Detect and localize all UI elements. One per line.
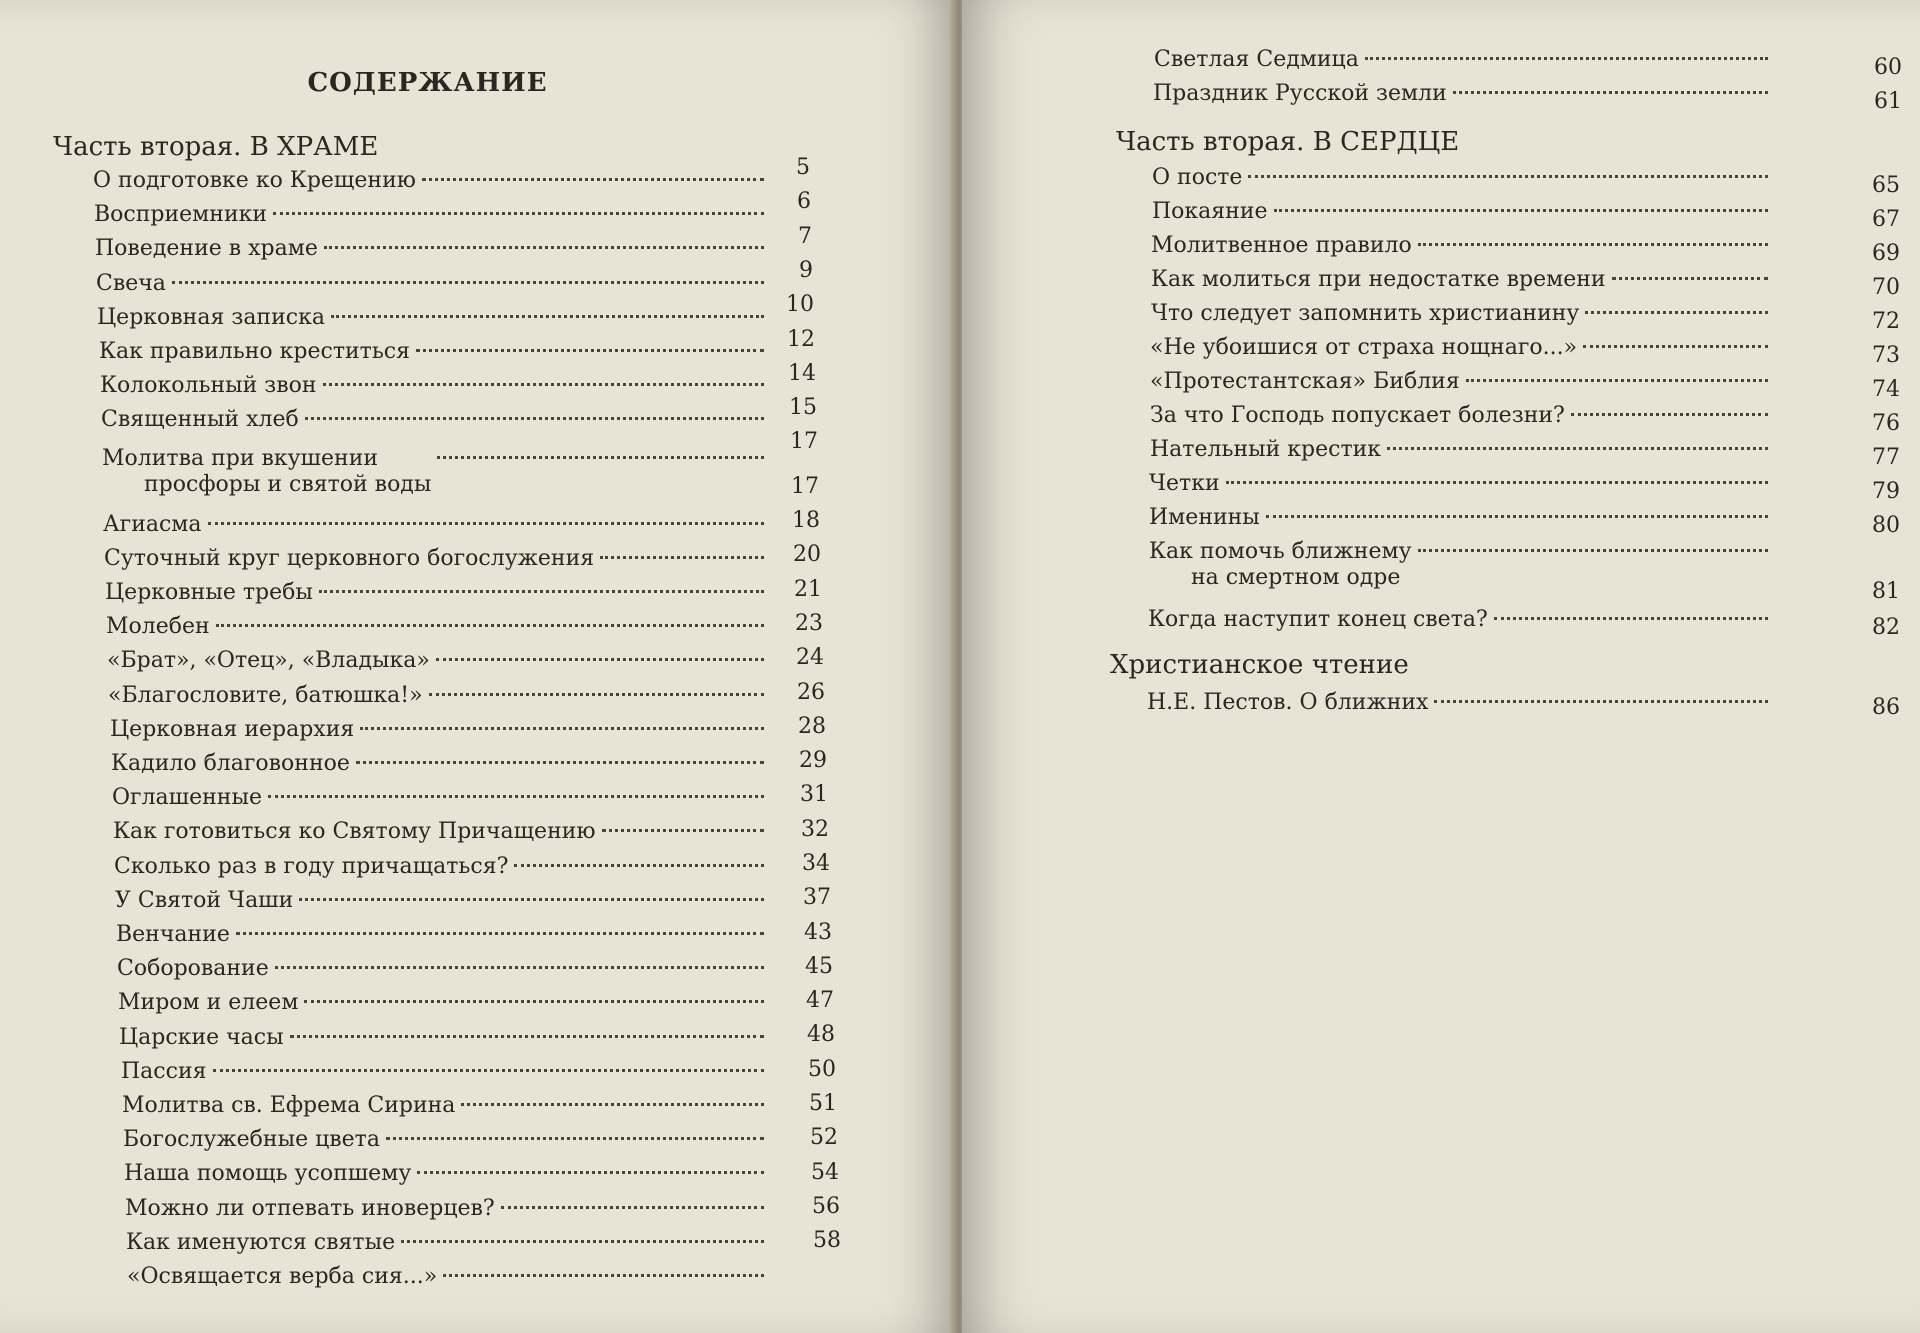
toc-entry-page: 58 (813, 1228, 841, 1253)
toc-entry-page: 29 (799, 748, 827, 773)
toc-entry-page: 17 (790, 429, 818, 454)
toc-entry-title: Царские часы (119, 1024, 284, 1050)
dot-leader (1466, 379, 1768, 382)
toc-entry (1154, 47, 1774, 73)
toc-entry (111, 751, 770, 777)
toc-entry (113, 819, 770, 845)
dot-leader (1248, 175, 1768, 178)
toc-entry (94, 202, 770, 228)
toc-entry (1150, 369, 1774, 395)
dot-leader (299, 898, 764, 901)
toc-entry (123, 1127, 770, 1153)
dot-leader (1612, 277, 1768, 280)
dot-leader (1585, 311, 1768, 314)
toc-entry-page: 52 (810, 1125, 838, 1150)
toc-entry-title: «Благословите, батюшка!» (108, 682, 423, 708)
dot-leader (1494, 617, 1768, 620)
dot-leader (1418, 549, 1768, 552)
toc-entry-page: 14 (788, 361, 816, 386)
toc-entry-title: Богослужебные цвета (123, 1127, 380, 1153)
toc-entry (102, 446, 770, 498)
toc-entry (1150, 403, 1774, 429)
toc-entry-title: Что следует запомнить христианину (1151, 301, 1580, 326)
toc-entry-title: Наша помощь усопшему (124, 1161, 412, 1187)
toc-entry-title: Н.Е. Пестов. О ближних (1147, 690, 1429, 715)
toc-entry-title: Свеча (96, 270, 166, 296)
dot-leader (443, 1274, 764, 1277)
toc-entry-page: 80 (1872, 513, 1900, 538)
toc-entry-page: 74 (1872, 377, 1900, 402)
toc-entry-page: 26 (797, 680, 825, 705)
toc-entry (100, 373, 770, 399)
toc-entry-page: 54 (811, 1160, 839, 1185)
toc-entry-page: 10 (786, 292, 814, 317)
dot-leader (331, 315, 764, 318)
toc-entry (124, 1161, 770, 1187)
toc-entry-title: Восприемники (94, 202, 268, 228)
dot-leader (208, 522, 764, 525)
toc-entry (93, 168, 770, 194)
dot-leader (1453, 91, 1768, 94)
dot-leader (436, 658, 764, 661)
toc-entry-title: Церковные требы (105, 580, 313, 605)
dot-leader (1387, 447, 1768, 450)
dot-leader (429, 693, 764, 696)
toc-entry-title: Покаяние (1152, 199, 1268, 224)
toc-entry-title: Кадило благовонное (111, 751, 350, 776)
toc-entry-page: 7 (798, 224, 812, 249)
toc-entry-page: 61 (1874, 89, 1902, 114)
toc-entry (96, 271, 770, 297)
dot-leader (1365, 57, 1768, 60)
dot-leader (305, 417, 764, 420)
toc-entry-page: 65 (1872, 173, 1900, 198)
toc-entry-page: 24 (796, 645, 824, 670)
toc-entry (99, 339, 770, 365)
toc-entry-page: 76 (1872, 411, 1900, 436)
dot-leader (461, 1103, 764, 1106)
dot-leader (1571, 413, 1768, 416)
toc-entry-page: 18 (792, 508, 820, 533)
toc-entry-title: Как правильно креститься (99, 339, 411, 364)
dot-leader (268, 795, 764, 798)
toc-entry-title: Можно ли отпевать иноверцев? (125, 1195, 495, 1221)
toc-entry-title: Священный хлеб (101, 407, 299, 433)
dot-leader (1583, 345, 1768, 348)
toc-entry-title: «Освящается верба сия...» (127, 1264, 438, 1289)
toc-entry-title: За что Господь попускает болезни? (1150, 403, 1565, 428)
toc-entry-title: Светлая Седмица (1154, 47, 1359, 72)
dot-leader (1226, 481, 1768, 484)
toc-entry-title: Когда наступит конец света? (1148, 607, 1488, 632)
toc-entry (1149, 539, 1774, 591)
toc-entry-title-line2: просфоры и святой воды (144, 471, 432, 497)
toc-entry-page: 86 (1872, 695, 1900, 720)
toc-entry-title: Колокольный звон (100, 373, 317, 399)
toc-entry-title: Оглашенные (112, 785, 262, 811)
toc-entry (105, 580, 770, 606)
toc-entry (127, 1264, 770, 1290)
toc-entry-title: Как готовиться ко Святому Причащению (113, 819, 596, 845)
toc-entry-page: 20 (793, 542, 821, 567)
section-heading-v-serdce: Часть вторая. В СЕРДЦЕ (1116, 127, 1460, 157)
toc-entry-title: Именины (1149, 505, 1260, 530)
dot-leader (600, 556, 764, 559)
toc-entry-page: 70 (1872, 275, 1900, 300)
section-heading-chtenie: Христианское чтение (1110, 650, 1409, 680)
toc-entry (1152, 165, 1774, 191)
toc-entry-page: 5 (796, 155, 810, 180)
toc-entry-page: 28 (798, 714, 826, 739)
toc-entry (126, 1230, 770, 1256)
toc-entry-page: 69 (1872, 241, 1900, 266)
toc-entry-title: Сколько раз в году причащаться? (114, 853, 509, 879)
toc-entry-page: 17 (791, 474, 819, 499)
toc-entry-page: 15 (789, 395, 817, 420)
dot-leader (273, 212, 764, 215)
toc-entry-page: 77 (1872, 445, 1900, 470)
toc-entry-title: Четки (1149, 471, 1220, 496)
toc-entry-title: Суточный круг церковного богослужения (104, 545, 595, 571)
toc-entry (115, 888, 770, 914)
toc-entry-title: У Святой Чаши (115, 887, 294, 913)
toc-entry-page: 51 (809, 1091, 837, 1116)
dot-leader (304, 1000, 764, 1003)
toc-entry-title: «Не убоишися от страха нощнаго...» (1150, 335, 1578, 360)
toc-entry (101, 407, 770, 433)
toc-entry (114, 854, 770, 880)
toc-entry (1149, 471, 1774, 497)
toc-entry-title: Церковная записка (97, 304, 325, 330)
toc-entry-page: 32 (801, 817, 829, 842)
toc-entry-title: Поведение в храме (95, 236, 318, 262)
toc-entry (1149, 505, 1774, 531)
toc-entry-page: 48 (807, 1022, 835, 1047)
toc-entry (118, 990, 770, 1016)
toc-entry-page: 60 (1874, 55, 1902, 80)
toc-entry-title: О посте (1152, 165, 1243, 190)
toc-entry (104, 546, 770, 572)
toc-entry (108, 683, 770, 709)
section-heading-v-hrame: Часть вторая. В ХРАМЕ (53, 132, 379, 162)
toc-entry-title: Агиасма (103, 511, 202, 537)
toc-entry (107, 648, 770, 674)
toc-entry-page: 45 (805, 954, 833, 979)
toc-entry (112, 785, 770, 811)
toc-entry-title: Пассия (121, 1058, 207, 1084)
toc-entry (1153, 81, 1774, 107)
toc-entry-title: Миром и елеем (118, 990, 299, 1016)
toc-entry-page: 31 (800, 782, 828, 807)
dot-leader (236, 932, 764, 935)
dot-leader (275, 966, 764, 969)
toc-entry (1147, 690, 1774, 716)
toc-entry-page: 43 (804, 920, 832, 945)
toc-entry-title: «Протестантская» Библия (1150, 369, 1460, 394)
toc-entry-page: 12 (787, 327, 815, 352)
toc-entry-page: 82 (1872, 615, 1900, 640)
dot-leader (501, 1206, 764, 1209)
toc-entry (1150, 335, 1774, 361)
toc-entry-page: 23 (795, 611, 823, 636)
toc-entry-title: Как именуются святые (126, 1229, 396, 1255)
toc-entry-title (102, 446, 431, 498)
toc-entry (122, 1093, 770, 1119)
right-page (962, 0, 1920, 1333)
toc-entry-page: 81 (1872, 579, 1900, 604)
toc-entry-title: Венчание (116, 922, 230, 947)
dot-leader (360, 727, 764, 730)
toc-entry-title: Соборование (117, 956, 269, 982)
toc-entry-title: Церковная иерархия (110, 716, 355, 742)
dot-leader (514, 864, 764, 867)
dot-leader (417, 1171, 764, 1174)
dot-leader (323, 383, 764, 386)
toc-entry (103, 512, 770, 538)
toc-entry-page: 79 (1872, 479, 1900, 504)
toc-entry-page: 73 (1872, 343, 1900, 368)
left-page (0, 0, 955, 1333)
toc-entry-page: 9 (799, 258, 813, 283)
toc-entry-title (1149, 539, 1412, 591)
toc-entry (110, 717, 770, 743)
toc-entry-title: О подготовке ко Крещению (93, 168, 416, 193)
toc-entry-page: 37 (803, 885, 831, 910)
dot-leader (1434, 700, 1768, 703)
toc-entry (1150, 437, 1774, 463)
toc-entry (121, 1059, 770, 1085)
toc-entry (95, 236, 770, 262)
toc-entry-title: «Брат», «Отец», «Владыка» (107, 648, 430, 674)
dot-leader (1274, 209, 1768, 212)
dot-leader (437, 456, 764, 459)
dot-leader (416, 349, 764, 352)
toc-entry-page: 47 (806, 988, 834, 1013)
dot-leader (216, 624, 764, 627)
toc-entry-title: Молебен (106, 614, 210, 640)
toc-entry (1148, 607, 1774, 633)
dot-leader (401, 1240, 764, 1243)
toc-entry-title-line1: Молитва при вкушении (102, 445, 379, 471)
dot-leader (1418, 243, 1768, 246)
toc-entry (119, 1025, 770, 1051)
toc-entry (106, 614, 770, 640)
dot-leader (319, 590, 764, 593)
contents-title: СОДЕРЖАНИЕ (307, 68, 548, 98)
toc-entry-page: 21 (794, 577, 822, 602)
dot-leader (290, 1035, 764, 1038)
toc-entry-page: 34 (802, 851, 830, 876)
toc-entry-title-line1: Как помочь ближнему (1149, 539, 1412, 564)
toc-entry-title: Как молиться при недостатке времени (1151, 267, 1606, 292)
toc-entry-page: 67 (1872, 207, 1900, 232)
toc-entry (1151, 301, 1774, 327)
dot-leader (356, 761, 764, 764)
toc-entry-page: 72 (1872, 309, 1900, 334)
toc-entry (117, 956, 770, 982)
dot-leader (386, 1137, 764, 1140)
toc-entry (125, 1196, 770, 1222)
toc-entry (1151, 267, 1774, 293)
toc-entry-title: Молитва св. Ефрема Сирина (122, 1093, 456, 1118)
toc-entry-title: Нательный крестик (1150, 437, 1382, 462)
dot-leader (172, 281, 764, 284)
toc-entry-page: 50 (808, 1057, 836, 1082)
toc-entry (1151, 233, 1774, 259)
toc-entry-title: Молитвенное правило (1151, 233, 1412, 258)
toc-entry-page: 6 (797, 189, 811, 214)
toc-entry-page: 56 (812, 1194, 840, 1219)
dot-leader (422, 178, 764, 181)
toc-entry (97, 305, 770, 331)
toc-entry-title-line2: на смертном одре (1191, 565, 1401, 590)
toc-entry (116, 922, 770, 948)
dot-leader (213, 1069, 765, 1072)
dot-leader (1266, 515, 1768, 518)
dot-leader (602, 829, 764, 832)
toc-entry (1152, 199, 1774, 225)
dot-leader (324, 246, 764, 249)
toc-entry-title: Праздник Русской земли (1153, 81, 1447, 106)
